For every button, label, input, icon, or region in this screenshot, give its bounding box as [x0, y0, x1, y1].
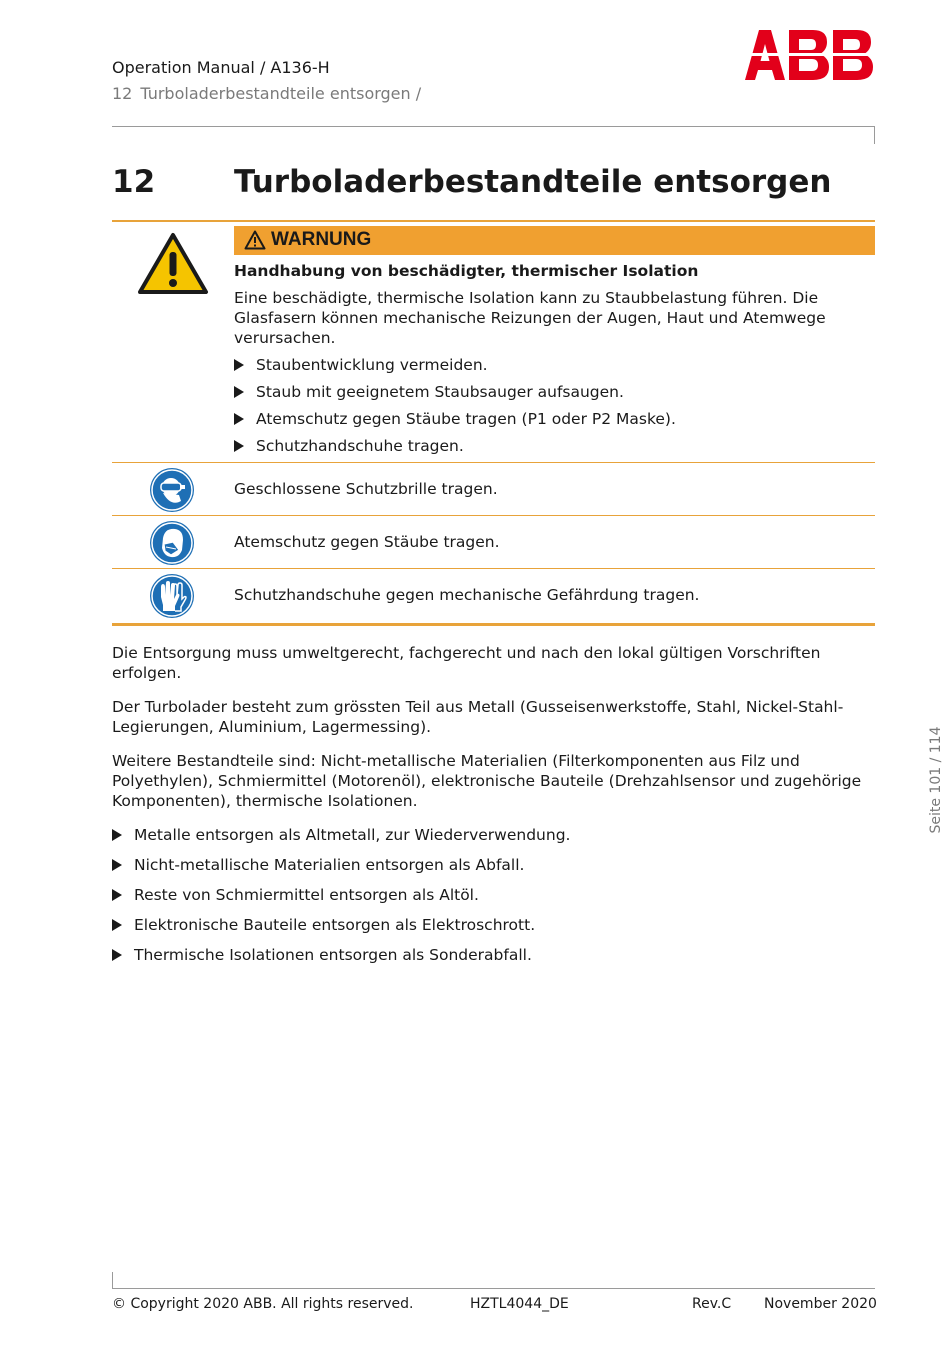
warning-item: Staubentwicklung vermeiden.: [234, 356, 488, 374]
warning-triangle-icon: [137, 232, 209, 296]
chapter-title: Turboladerbestandteile entsorgen: [234, 164, 832, 200]
footer-revision: Rev.C: [692, 1296, 732, 1312]
breadcrumb-chapter-number: 12: [112, 84, 133, 103]
warning-text: Eine beschädigte, thermische Isolation kann zu Staubbelastung führen. Die Glasfasern können mechanische Reizungen der Augen, Haut und Atemwege verursachen.: [234, 289, 826, 347]
bullet-arrow-icon: [112, 919, 122, 931]
footer-divider: [112, 1288, 875, 1289]
list-item: Metalle entsorgen als Altmetall, zur Wiederverwendung.: [112, 826, 570, 844]
list-item: Elektronische Bauteile entsorgen als Elektroschrott.: [112, 916, 535, 934]
footer-doc-id: HZTL4044_DE: [470, 1296, 569, 1312]
warning-banner-icon: [244, 230, 266, 250]
bullet-arrow-icon: [234, 440, 244, 452]
warning-top-line: [112, 220, 875, 222]
protective-gloves-icon: [149, 573, 195, 619]
header-divider-tick: [874, 126, 875, 144]
ppe-respirator-text: Atemschutz gegen Stäube tragen.: [234, 533, 500, 551]
ppe-goggles-text: Geschlossene Schutzbrille tragen.: [234, 480, 498, 498]
list-item: Thermische Isolationen entsorgen als Sonderabfall.: [112, 946, 532, 964]
ppe-divider: [112, 515, 875, 516]
footer-copyright: © Copyright 2020 ABB. All rights reserved.: [112, 1296, 414, 1312]
list-item: Nicht-metallische Materialien entsorgen als Abfall.: [112, 856, 524, 874]
bullet-arrow-icon: [112, 949, 122, 961]
warning-subtitle: Handhabung von beschädigter, thermischer Isolation: [234, 262, 699, 280]
warning-item: Staub mit geeignetem Staubsauger aufsaugen.: [234, 383, 624, 401]
warning-banner: [234, 226, 875, 255]
respirator-mask-icon: [149, 520, 195, 566]
page-number-side: Seite 101 / 114: [928, 726, 944, 834]
breadcrumb-chapter-title: Turboladerbestandteile entsorgen /: [140, 84, 422, 103]
chapter-number: 12: [112, 164, 156, 200]
ppe-divider: [112, 462, 875, 463]
bullet-arrow-icon: [234, 413, 244, 425]
ppe-gloves-text: Schutzhandschuhe gegen mechanische Gefährdung tragen.: [234, 586, 700, 604]
ppe-divider: [112, 568, 875, 569]
footer-date: November 2020: [764, 1296, 877, 1312]
abb-logo: [743, 30, 875, 80]
bullet-arrow-icon: [112, 829, 122, 841]
body-paragraph: Die Entsorgung muss umweltgerecht, fachgerecht und nach den lokal gültigen Vorschriften erfolgen.: [112, 644, 821, 682]
manual-title: Operation Manual / A136-H: [112, 58, 330, 77]
body-paragraph: Der Turbolader besteht zum grössten Teil aus Metall (Gusseisenwerkstoffe, Stahl, Nickel-Stahl-Legierungen, Aluminium, Lagermessing).: [112, 698, 844, 736]
warning-item: Atemschutz gegen Stäube tragen (P1 oder P2 Maske).: [234, 410, 676, 428]
body-paragraph: Weitere Bestandteile sind: Nicht-metallische Materialien (Filterkomponenten aus Filz und Polyethylen), Schmiermittel (Motorenöl), elektronische Bauteile (Drehzahlsensor und zugehörige Komponenten), thermische Isolationen.: [112, 752, 862, 810]
warning-item: Schutzhandschuhe tragen.: [234, 437, 464, 455]
warning-label: WARNUNG: [271, 229, 372, 250]
safety-goggles-icon: [149, 467, 195, 513]
breadcrumb: [112, 84, 421, 103]
bullet-arrow-icon: [234, 359, 244, 371]
bullet-arrow-icon: [234, 386, 244, 398]
bullet-arrow-icon: [112, 859, 122, 871]
warning-bottom-line: [112, 623, 875, 626]
bullet-arrow-icon: [112, 889, 122, 901]
footer-divider-tick: [112, 1272, 113, 1289]
list-item: Reste von Schmiermittel entsorgen als Altöl.: [112, 886, 479, 904]
header-divider: [112, 126, 874, 127]
